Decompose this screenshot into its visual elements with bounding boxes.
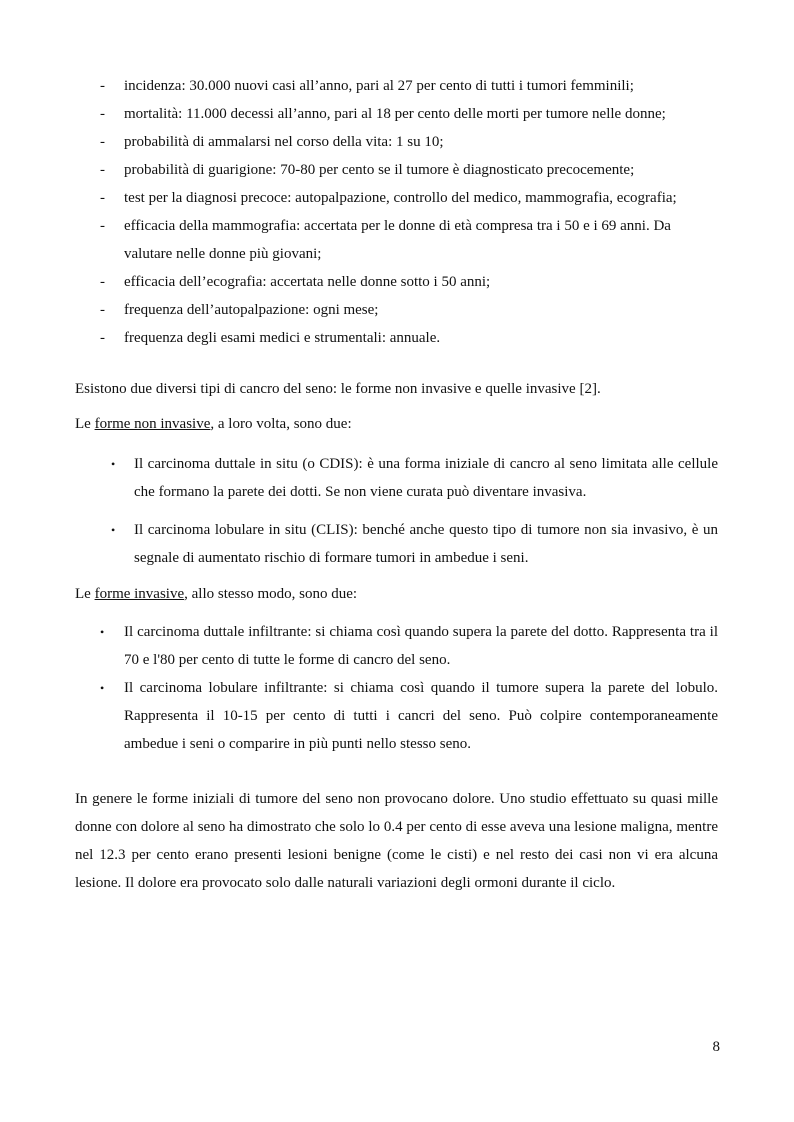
- list-item-text: frequenza dell’autopalpazione: ogni mese;: [124, 302, 379, 318]
- dash-marker: -: [100, 134, 105, 150]
- list-item: [0, 324, 794, 352]
- heading-prefix: Le: [75, 416, 95, 432]
- list-item-text: test per la diagnosi precoce: autopalpazione, controllo del medico, mammografia, ecografia;: [124, 190, 677, 206]
- list-item: [0, 674, 794, 758]
- list-item: [0, 212, 794, 268]
- page-number: 8: [712, 1039, 720, 1055]
- list-item-text: efficacia dell’ecografia: accertata nelle donne sotto i 50 anni;: [124, 274, 491, 290]
- invasive-list: [0, 618, 794, 758]
- dash-marker: -: [100, 190, 105, 206]
- list-item: [0, 618, 794, 674]
- list-item-text: Il carcinoma duttale infiltrante: si chiama così quando supera la parete del dotto. Rappresenta tra il 70 e l'80 per cento di tutte le forme di cancro del seno.: [124, 624, 718, 668]
- list-item: [0, 72, 794, 100]
- invasive-heading: [75, 580, 718, 608]
- bullet-marker: •: [100, 681, 105, 695]
- invasive-term: forme invasive: [94, 586, 185, 602]
- list-item: [0, 516, 794, 572]
- list-item-text: efficacia della mammografia: accertata per le donne di età compresa tra i 50 e i 69 anni. Da valutare nelle donne più giovani;: [124, 218, 671, 262]
- statistics-list: [0, 72, 794, 352]
- list-item-text: probabilità di guarigione: 70-80 per cento se il tumore è diagnosticato precocemente;: [124, 162, 635, 178]
- intro-paragraph: Esistono due diversi tipi di cancro del seno: le forme non invasive e quelle invasive [2].: [75, 381, 601, 397]
- dash-marker: -: [100, 302, 105, 318]
- non-invasive-list: [0, 450, 794, 572]
- list-item-text: probabilità di ammalarsi nel corso della vita: 1 su 10;: [124, 134, 444, 150]
- heading-suffix: , allo stesso modo, sono due:: [184, 586, 358, 602]
- list-item: [0, 156, 794, 184]
- list-item: [0, 184, 794, 212]
- list-item-text: Il carcinoma lobulare in situ (CLIS): benché anche questo tipo di tumore non sia invasivo, è un segnale di aumentato rischio di formare tumori in ambedue i seni.: [134, 522, 718, 566]
- bullet-marker: •: [111, 457, 116, 471]
- bullet-marker: •: [111, 523, 116, 537]
- list-item-text: incidenza: 30.000 nuovi casi all’anno, pari al 27 per cento di tutti i tumori femminili;: [124, 78, 634, 94]
- dash-marker: -: [100, 218, 105, 234]
- bullet-marker: •: [100, 625, 105, 639]
- list-item: [0, 450, 794, 506]
- list-item-text: frequenza degli esami medici e strumentali: annuale.: [124, 330, 441, 346]
- dash-marker: -: [100, 330, 105, 346]
- heading-prefix: Le: [75, 586, 95, 602]
- dash-marker: -: [100, 274, 105, 290]
- heading-suffix: , a loro volta, sono due:: [210, 416, 352, 432]
- closing-paragraph: In genere le forme iniziali di tumore del seno non provocano dolore. Uno studio effettuato su quasi mille donne con dolore al seno ha dimostrato che solo lo 0.4 per cento di esse aveva una lesione maligna, mentre nel 12.3 per cento erano presenti lesioni benigne (come le cisti) e nel resto dei casi non vi era alcuna lesione. Il dolore era provocato solo dalle naturali variazioni degli ormoni durante il ciclo.: [75, 791, 718, 891]
- dash-marker: -: [100, 106, 105, 122]
- dash-marker: -: [100, 78, 105, 94]
- list-item: [0, 128, 794, 156]
- dash-marker: -: [100, 162, 105, 178]
- list-item: [0, 296, 794, 324]
- list-item: [0, 100, 794, 128]
- list-item-text: Il carcinoma duttale in situ (o CDIS): è una forma iniziale di cancro al seno limitata alle cellule che formano la parete dei dotti. Se non viene curata può diventare invasiva.: [134, 456, 718, 500]
- non-invasive-term: forme non invasive: [94, 416, 211, 432]
- list-item: [0, 268, 794, 296]
- non-invasive-heading: [75, 410, 718, 438]
- list-item-text: Il carcinoma lobulare infiltrante: si chiama così quando il tumore supera la parete del lobulo. Rappresenta il 10-15 per cento di tutti i cancri del seno. Può colpire contemporaneamente ambedue i seni o comparire in più punti nello stesso seno.: [124, 680, 718, 752]
- list-item-text: mortalità: 11.000 decessi all’anno, pari al 18 per cento delle morti per tumore nelle donne;: [124, 106, 666, 122]
